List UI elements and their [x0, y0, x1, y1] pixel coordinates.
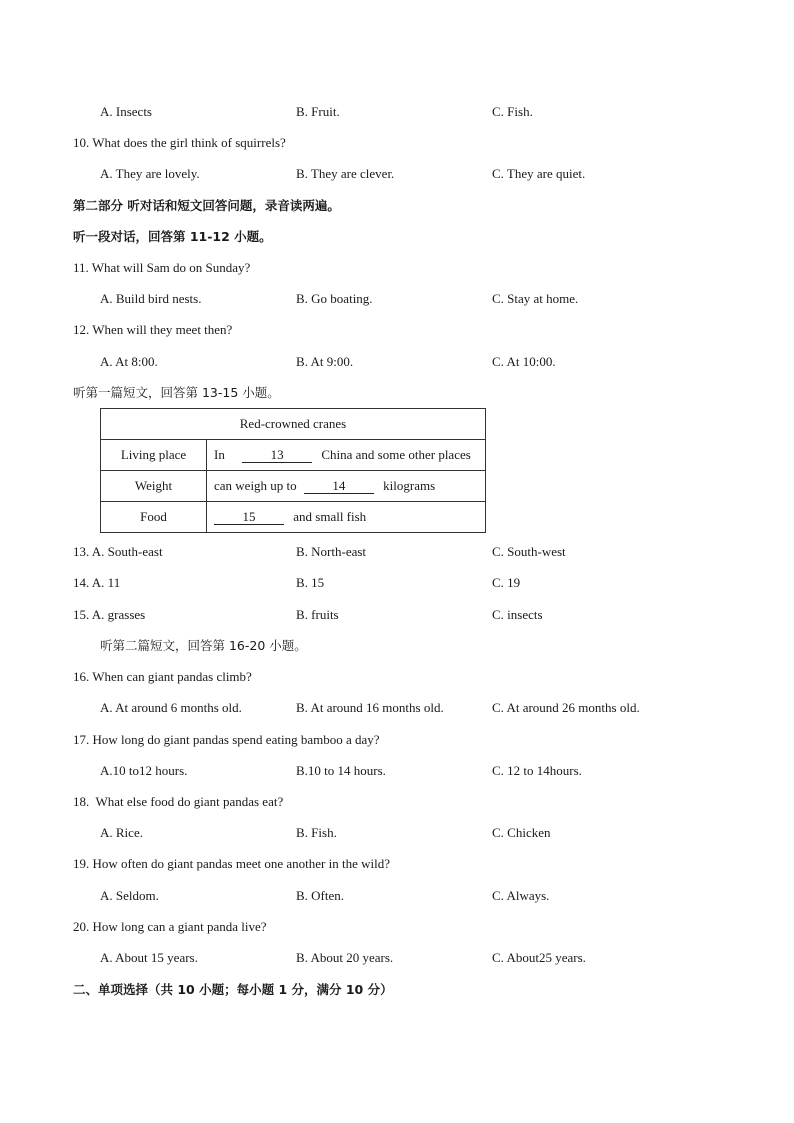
q17-option-c[interactable]: C. 12 to 14hours. — [492, 763, 582, 778]
question-text: 20. How long can a giant panda live? — [73, 919, 267, 934]
row-suffix: kilograms — [383, 478, 436, 493]
q11-option-a[interactable]: A. Build bird nests. — [100, 291, 202, 306]
q13-option-b[interactable]: B. North-east — [296, 544, 367, 559]
q11-options — [0, 290, 794, 308]
row-prefix: In — [214, 447, 225, 462]
row-label: Food — [101, 502, 207, 533]
q14-option-a[interactable]: 14. A. 11 — [73, 575, 121, 590]
q9-options — [0, 103, 794, 121]
question-text: 10. What does the girl think of squirrels? — [73, 135, 286, 150]
table-row — [101, 440, 486, 471]
question-text: 11. What will Sam do on Sunday? — [73, 260, 251, 275]
q12-option-b[interactable]: B. At 9:00. — [296, 354, 354, 369]
q20-option-a[interactable]: A. About 15 years. — [100, 950, 198, 965]
q16-option-a[interactable]: A. At around 6 months old. — [100, 700, 242, 715]
q11-option-b[interactable]: B. Go boating. — [296, 291, 373, 306]
dialogue-heading: 听一段对话，回答第 11-12 小题。 — [73, 229, 272, 244]
row-suffix: and small fish — [293, 509, 367, 524]
q10-question — [0, 134, 794, 152]
q13-option-a[interactable]: 13. A. South-east — [73, 544, 163, 559]
table-title-row — [101, 409, 486, 440]
question-text: 12. When will they meet then? — [73, 322, 233, 337]
passage1-heading: 听第一篇短文，回答第 13-15 小题。 — [73, 385, 280, 400]
answer-blank-14[interactable]: 14 — [304, 479, 374, 494]
question-text: 18. What else food do giant pandas eat? — [73, 794, 284, 809]
q17-question — [0, 731, 794, 749]
q10-option-a[interactable]: A. They are lovely. — [100, 166, 200, 181]
q12-question — [0, 321, 794, 339]
table-row — [101, 471, 486, 502]
section2-heading: 二、单项选择（共 10 小题；每小题 1 分，满分 10 分） — [73, 982, 393, 997]
q12-option-a[interactable]: A. At 8:00. — [100, 354, 158, 369]
q20-question — [0, 918, 794, 936]
q15-option-a[interactable]: 15. A. grasses — [73, 607, 146, 622]
q15-option-b[interactable]: B. fruits — [296, 607, 339, 622]
row-label: Weight — [101, 471, 207, 502]
answer-blank-15[interactable]: 15 — [214, 510, 284, 525]
q9-option-c[interactable]: C. Fish. — [492, 104, 533, 119]
passage2-heading-line — [0, 637, 794, 655]
q11-option-c[interactable]: C. Stay at home. — [492, 291, 579, 306]
question-text: 17. How long do giant pandas spend eating bamboo a day? — [73, 732, 380, 747]
q19-option-c[interactable]: C. Always. — [492, 888, 550, 903]
q16-options — [0, 699, 794, 717]
answer-blank-13[interactable]: 13 — [242, 448, 312, 463]
row-suffix: China and some other places — [321, 447, 471, 462]
section2-heading-line — [0, 981, 794, 999]
q10-option-b[interactable]: B. They are clever. — [296, 166, 395, 181]
q18-option-b[interactable]: B. Fish. — [296, 825, 337, 840]
q14-option-c[interactable]: C. 19 — [492, 575, 521, 590]
row-value — [207, 440, 486, 471]
q13-options — [0, 543, 794, 561]
q19-option-b[interactable]: B. Often. — [296, 888, 345, 903]
q19-option-a[interactable]: A. Seldom. — [100, 888, 159, 903]
q10-options — [0, 165, 794, 183]
question-text: 16. When can giant pandas climb? — [73, 669, 252, 684]
dialogue-heading-line — [0, 228, 794, 246]
q13-option-c[interactable]: C. South-west — [492, 544, 566, 559]
passage1-heading-line — [0, 384, 794, 402]
q20-option-b[interactable]: B. About 20 years. — [296, 950, 394, 965]
q11-question — [0, 259, 794, 277]
q9-option-a[interactable]: A. Insects — [100, 104, 152, 119]
q18-options — [0, 824, 794, 842]
q14-options — [0, 574, 794, 592]
row-value — [207, 471, 486, 502]
q10-option-c[interactable]: C. They are quiet. — [492, 166, 586, 181]
q16-option-b[interactable]: B. At around 16 months old. — [296, 700, 444, 715]
row-label: Living place — [101, 440, 207, 471]
cranes-table — [100, 408, 486, 533]
q14-option-b[interactable]: B. 15 — [296, 575, 325, 590]
q15-options — [0, 606, 794, 624]
q20-options — [0, 949, 794, 967]
q16-option-c[interactable]: C. At around 26 months old. — [492, 700, 640, 715]
q15-option-c[interactable]: C. insects — [492, 607, 543, 622]
q18-option-a[interactable]: A. Rice. — [100, 825, 143, 840]
table-title: Red-crowned cranes — [101, 409, 486, 440]
q18-question — [0, 793, 794, 811]
q17-options — [0, 762, 794, 780]
q17-option-a[interactable]: A.10 to12 hours. — [100, 763, 188, 778]
q18-option-c[interactable]: C. Chicken — [492, 825, 551, 840]
part2-heading-line — [0, 197, 794, 215]
q20-option-c[interactable]: C. About25 years. — [492, 950, 586, 965]
q17-option-b[interactable]: B.10 to 14 hours. — [296, 763, 386, 778]
q19-question — [0, 855, 794, 873]
q16-question — [0, 668, 794, 686]
q12-option-c[interactable]: C. At 10:00. — [492, 354, 556, 369]
passage2-heading: 听第二篇短文，回答第 16-20 小题。 — [100, 638, 307, 653]
q12-options — [0, 353, 794, 371]
q19-options — [0, 887, 794, 905]
part2-heading: 第二部分 听对话和短文回答问题，录音读两遍。 — [73, 198, 340, 213]
table-row — [101, 502, 486, 533]
question-text: 19. How often do giant pandas meet one another in the wild? — [73, 856, 390, 871]
row-prefix: can weigh up to — [214, 478, 297, 493]
q9-option-b[interactable]: B. Fruit. — [296, 104, 340, 119]
row-value — [207, 502, 486, 533]
